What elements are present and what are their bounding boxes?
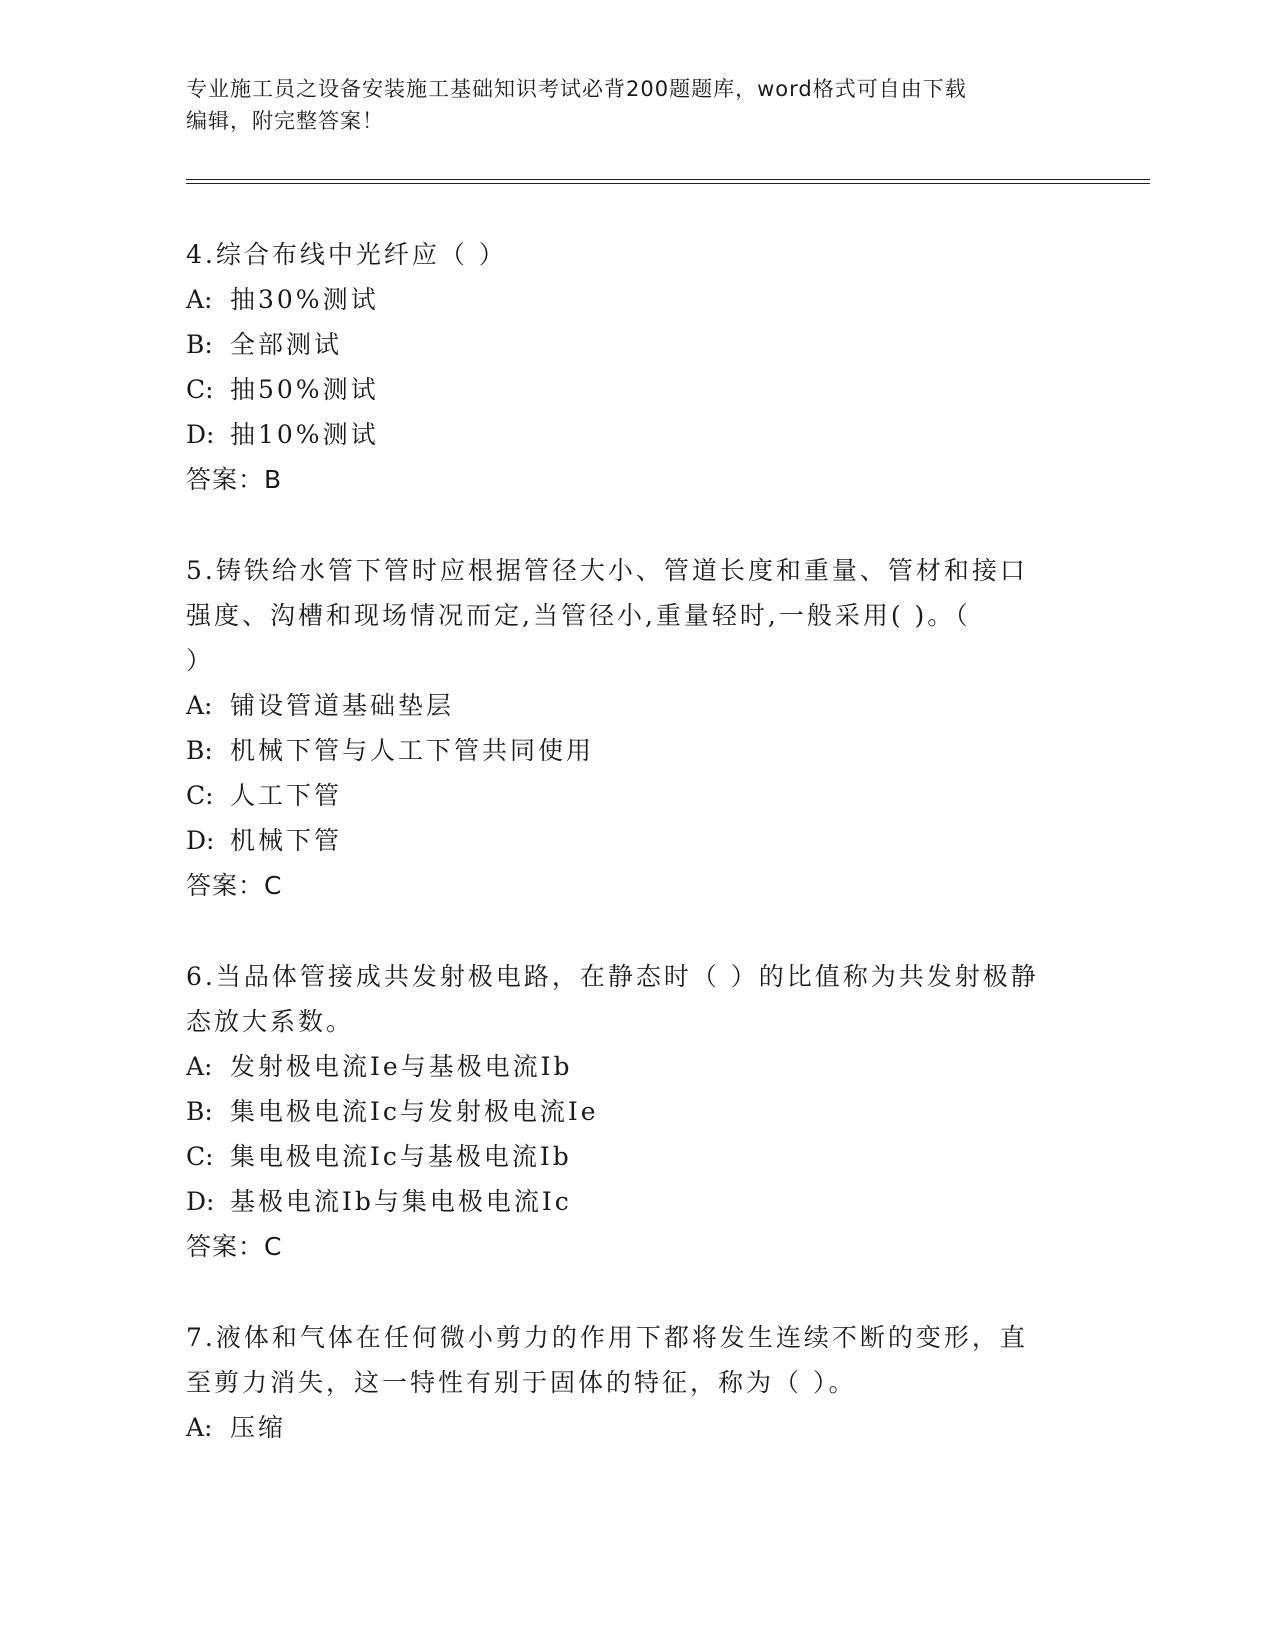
option-text: 压缩: [230, 1413, 287, 1442]
question-stem-line: 4.综合布线中光纤应（ ）: [186, 240, 507, 269]
question-stem-line: 6.当品体管接成共发射极电路，在静态时（ ）的比值称为共发射极静: [186, 962, 1039, 991]
question-stem-line: 至剪力消失，这一特性有别于固体的特征，称为（ ）。: [186, 1368, 857, 1397]
option-letter: B:: [186, 736, 213, 765]
answer-option: [186, 818, 1086, 863]
option-letter: B:: [186, 1097, 213, 1126]
option-letter: C:: [186, 375, 214, 404]
answer-option: [186, 322, 1086, 367]
answer-option: [186, 412, 1086, 457]
option-letter: C:: [186, 1142, 214, 1171]
option-letter: D:: [186, 1187, 215, 1216]
question-stem-line: 强度、沟槽和现场情况而定,当管径小,重量轻时,一般采用( )。（: [186, 601, 971, 630]
option-letter: B:: [186, 330, 213, 359]
option-text: 基极电流Ib与集电极电流Ic: [230, 1187, 572, 1216]
answer-option: [186, 1044, 1086, 1089]
option-text: 机械下管: [230, 826, 343, 855]
answer-option: [186, 277, 1086, 322]
option-letter: A:: [186, 1052, 213, 1081]
answer-key: 答案：C: [186, 871, 283, 900]
option-letter: C:: [186, 781, 214, 810]
answer-option: [186, 683, 1086, 728]
header-line-1: 专业施工员之设备安装施工基础知识考试必背200题题库，word格式可自由下载: [186, 77, 967, 101]
option-text: 全部测试: [230, 330, 343, 359]
answer-key: 答案：C: [186, 1232, 283, 1261]
header-line-2: 编辑，附完整答案！: [186, 109, 384, 133]
option-text: 铺设管道基础垫层: [230, 691, 455, 720]
option-text: 抽10%测试: [230, 420, 379, 449]
option-text: 发射极电流Ie与基极电流Ib: [230, 1052, 573, 1081]
answer-option: [186, 1179, 1086, 1224]
answer-option: [186, 728, 1086, 773]
option-text: 人工下管: [230, 781, 343, 810]
answer-key: 答案：B: [186, 465, 283, 494]
question-block: [186, 1315, 1086, 1450]
question-block: [186, 954, 1086, 1269]
option-text: 抽30%测试: [230, 285, 379, 314]
option-letter: A:: [186, 285, 213, 314]
option-text: 集电极电流Ic与基极电流Ib: [230, 1142, 572, 1171]
header-divider-top: [186, 179, 1150, 180]
answer-option: [186, 773, 1086, 818]
option-text: 抽50%测试: [230, 375, 379, 404]
answer-option: [186, 1405, 1086, 1450]
option-text: 机械下管与人工下管共同使用: [230, 736, 595, 765]
answer-option: [186, 1089, 1086, 1134]
question-block: [186, 548, 1086, 908]
question-stem-line: 态放大系数。: [186, 1007, 355, 1036]
option-text: 集电极电流Ic与发射极电流Ie: [230, 1097, 599, 1126]
option-letter: A:: [186, 1413, 213, 1442]
header-divider-bottom: [186, 183, 1150, 184]
question-stem-line: 5.铸铁给水管下管时应根据管径大小、管道长度和重量、管材和接口: [186, 556, 1028, 585]
option-letter: D:: [186, 420, 215, 449]
question-block: [186, 232, 1086, 502]
question-stem-line: 7.液体和气体在任何微小剪力的作用下都将发生连续不断的变形，直: [186, 1323, 1028, 1352]
question-list: [186, 232, 1086, 1496]
question-stem-line: ）: [186, 646, 215, 675]
option-letter: A:: [186, 691, 213, 720]
answer-option: [186, 367, 1086, 412]
option-letter: D:: [186, 826, 215, 855]
document-header: [186, 73, 1086, 137]
answer-option: [186, 1134, 1086, 1179]
